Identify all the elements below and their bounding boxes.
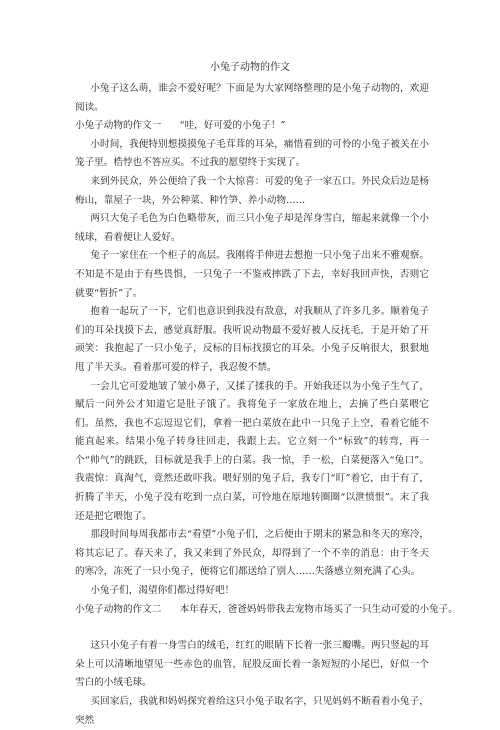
essay1-heading-line <box>75 117 429 136</box>
document-body <box>75 80 458 730</box>
paragraph: 小兔子们，渴望你们都过得好吧！ <box>90 585 235 597</box>
essay1-heading-tail: “哇，好可爱的小兔子！” <box>179 120 286 132</box>
paragraph: 来到外民众，外公便给了我一个大惊喜：可爱的兔子一家五口。外民众后边是杨梅山，靠屋子一块，外公种菜、种竹笋、养小动物…… <box>75 175 429 206</box>
paragraph: 一会儿它可爱地皱了皱小鼻子，又揉了揉我的手。开始我还以为小兔子生气了，赋后一问外公才知道它是肚子饿了。我将兔子一家放在地上，去摘了些白菜喂它们。虽然，我也不忘逗逗它们，拿着一把白菜放在此中一只兔子上空，看着它能不能直起来。结果小兔子转身往回走，我跟上去。它立刻一个“标致”的转弯，再一个“帅气”的跳跃，目标就是我手上的白菜。我一惊，手一松，白菜便落入“兔口”。我震惊：真淘气，竟然还敢吓我。喂好别的兔子后，我专门“盯”着它，由于有了，折腾了半天，小兔子没有吃到一点白菜，可怜地在原地转圈圈“以泄愤恨”。末了我还是把它喂饱了。 <box>75 380 429 522</box>
paragraph: 抱着一起玩了一下，它们也意识到我没有敌意，对我顺从了许多几多。顺着兔子们的耳朵找摸下去，感觉真舒服。我听说动物最不爱好被人反抚毛，于是开始了开顽笑：我抱起了一只小兔子，反标的目标找摸它的耳朵。小兔子反响很大，狠狠地甩了半天头。看着那可爱的样子，我忍俊不禁。 <box>75 306 429 373</box>
paragraph: 小时间，我便特别想摸摸兔子毛茸茸的耳朵，痛惜看到的可怜的小兔子被关在小笼子里。梏悖也不答应买。不过我的愿望终于实现了。 <box>75 138 429 169</box>
paragraph: 那段时间每周我都市去“看望”小兔子们，之后便由于期末的紧急和冬天的寒冷，将其忘记了。春天来了，我又来到了外民众，却得到了一个不幸的消息：由于冬天的寒冷，冻死了一只小兔子，便将它们都送给了别人……失落感立刻充满了心头。 <box>75 529 429 578</box>
document-title: 小兔子动物的作文 <box>210 62 290 73</box>
paragraph: 兔子一家住在一个柜子的高层。我刚将手伸进去想抱一只小兔子出来不雅观察。不知是不是由于有些畏惧，一只兔子一不鉴戒摔跌了下去，幸好我回声快，否则它就要“暂折”了。 <box>75 250 429 299</box>
paragraph: 这只小兔子有着一身雪白的绒毛，红红的眼睛下长着一张三瓣嘴。两只竖起的耳朵上可以清晰地望见一些赤色的血管，屁股反面长着一条短短的小尾巴，好似一个雪白的小绒毛球。 <box>75 640 429 689</box>
essay1-heading: 小兔子动物的作文一 <box>75 120 162 132</box>
essay2-heading-line <box>75 601 458 620</box>
paragraph: 两只大兔子毛色为白色略带灰，而三只小兔子却是浑身雪白，缩起来就像一个小绒球，看着便让人爱好。 <box>75 213 429 243</box>
essay2-heading: 小兔子动物的作文二 <box>75 603 162 615</box>
intro-paragraph: 小兔子这么萌，谁会不爱好呢？下面是为大家网络整理的是小兔子动物的，欢迎阅读。 <box>75 83 429 113</box>
essay2-heading-tail: 本年春天，爸爸妈妈带我去宠物市场买了一只生动可爱的小兔子。 <box>179 603 458 615</box>
paragraph: 买回家后，我就和妈妈探究着给这只小兔子取名字，只见妈妈不断看着小兔子，突然 <box>75 696 429 726</box>
